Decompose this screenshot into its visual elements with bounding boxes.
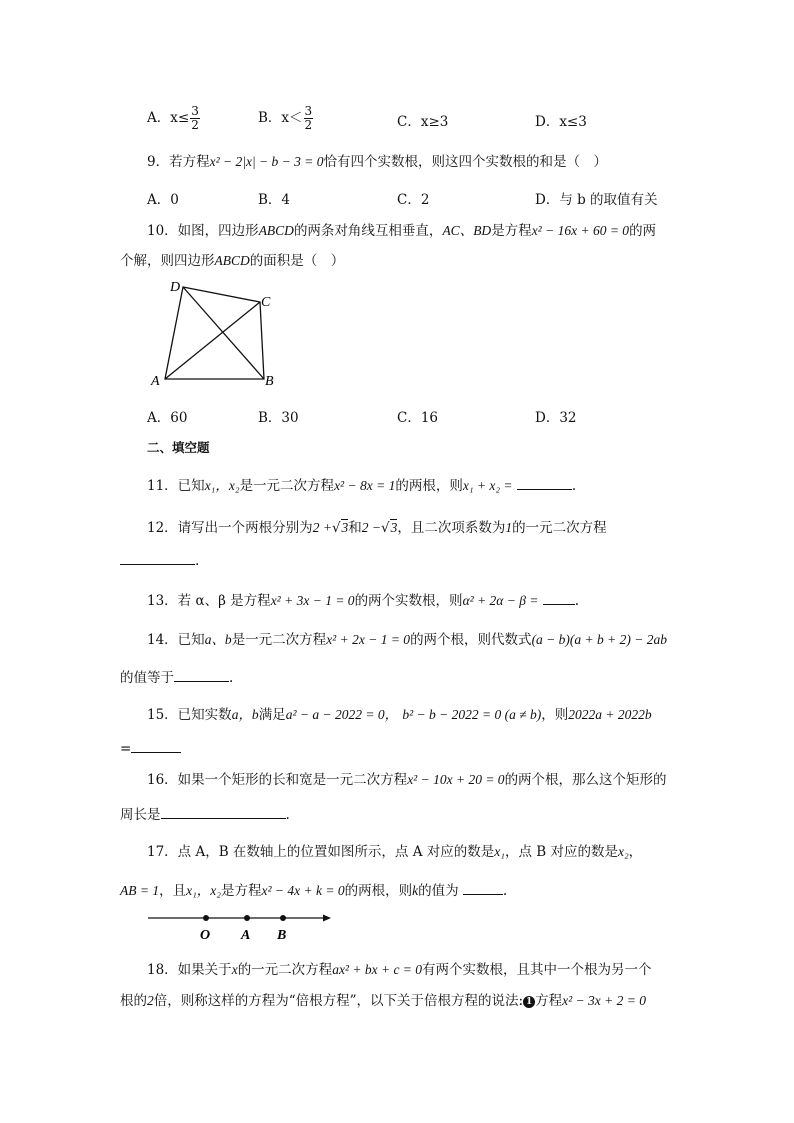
q13-answer-blank[interactable] [543,592,575,605]
q11-stem: 11．已知x₁，x₂是一元二次方程x² − 8x = 1的两根，则x₁ + x₂ = . [147,478,577,494]
q9-option-a: A．0 [147,192,179,208]
q9-stem: 9．若方程x² − 2|x| − b − 3 = 0恰有四个实数根，则这四个实数根的和是（ ） [147,154,607,170]
q14-stem-line2: 的值等于 . [120,670,234,686]
q10-option-d: D．32 [535,410,577,426]
q17-answer-blank[interactable] [463,882,503,895]
quadrilateral-figure [145,275,285,390]
q10-option-c: C．16 [397,410,439,426]
point-a-dot [244,915,250,921]
quadrilateral-abcd [165,287,264,379]
diagonal-ac [165,302,260,379]
q18-stem-line1: 18．如果关于x的一元二次方程ax² + bx + c = 0有两个实数根，且其中一个根为另一个 [147,962,652,978]
q18-stem-line2: 根的2倍，则称这样的方程为“倍根方程”，以下关于倍根方程的说法: 1 方程x² − 3x + 2 = 0 [120,993,646,1009]
q8-option-a: A．x≤ $\frac{3}{2}$ [147,104,199,132]
q17-stem-line2: AB = 1，且x₁，x₂是方程x² − 4x + k = 0的两根，则k的值为 . [120,883,508,899]
q8-option-c: C．x≥3 [397,114,449,130]
point-label-o: O [200,928,211,943]
q16-answer-blank[interactable] [161,806,286,819]
q15-stem: 15．已知实数a，b满足a² − a − 2022 = 0， b² − b − 2022 = 0 (a ≠ b)，则2022a + 2022b [147,707,652,723]
q9-option-c: C．2 [397,192,430,208]
q8-option-b: B．x＜ $\frac{3}{2}$ [258,104,313,132]
q8-option-d: D．x≤3 [535,114,587,130]
q15-answer-blank[interactable] [131,740,181,753]
q10-option-a: A．60 [147,410,188,426]
circled-number-one-icon: 1 [523,996,535,1008]
q10-stem-line2: 个解，则四边形ABCD的面积是（ ） [120,253,345,269]
vertex-label-a: A [151,374,160,389]
q12-answer-line: . [120,552,199,569]
q10-stem-line1: 10．如图，四边形ABCD的两条对角线互相垂直，AC、BD是方程x² − 16x + 60 = 0的两 [147,223,657,239]
q16-stem-line2: 周长是 . [120,807,290,823]
q15-stem-line2: = [120,740,181,757]
q17-stem: 17．点 A，B 在数轴上的位置如图所示，点 A 对应的数是x₁，点 B 对应的数是x₂， [147,844,643,860]
q16-stem: 16．如果一个矩形的长和宽是一元二次方程x² − 10x + 20 = 0的两个根，那么这个矩形的 [147,772,667,788]
vertex-label-c: C [261,295,271,310]
number-line-arrow [323,915,331,922]
q9-option-b: B．4 [258,192,291,208]
section-heading-fill-in: 二、填空题 [147,440,210,455]
q13-stem: 13．若 α、β 是方程x² + 3x − 1 = 0的两个实数根，则α² + 2α − β = . [147,593,580,609]
q10-option-b: B．30 [258,410,299,426]
point-b-dot [280,915,286,921]
vertex-label-b: B [265,374,274,389]
point-label-b: B [277,928,287,943]
vertex-label-d: D [170,280,181,295]
number-line-figure [145,905,340,945]
point-o-dot [203,915,209,921]
q12-answer-blank[interactable] [120,552,195,565]
q12-stem: 12．请写出一个两根分别为2 +√3和2 −√3，且二次项系数为1的一元二次方程 [147,520,607,536]
point-label-a: A [241,928,251,943]
q14-stem: 14．已知a、b是一元二次方程x² + 2x − 1 = 0的两个根，则代数式(a − b)(a + b + 2) − 2ab [147,632,667,648]
q11-answer-blank[interactable] [517,477,572,490]
q14-answer-blank[interactable] [174,669,229,682]
q9-option-d: D．与 b 的取值有关 [535,192,658,208]
